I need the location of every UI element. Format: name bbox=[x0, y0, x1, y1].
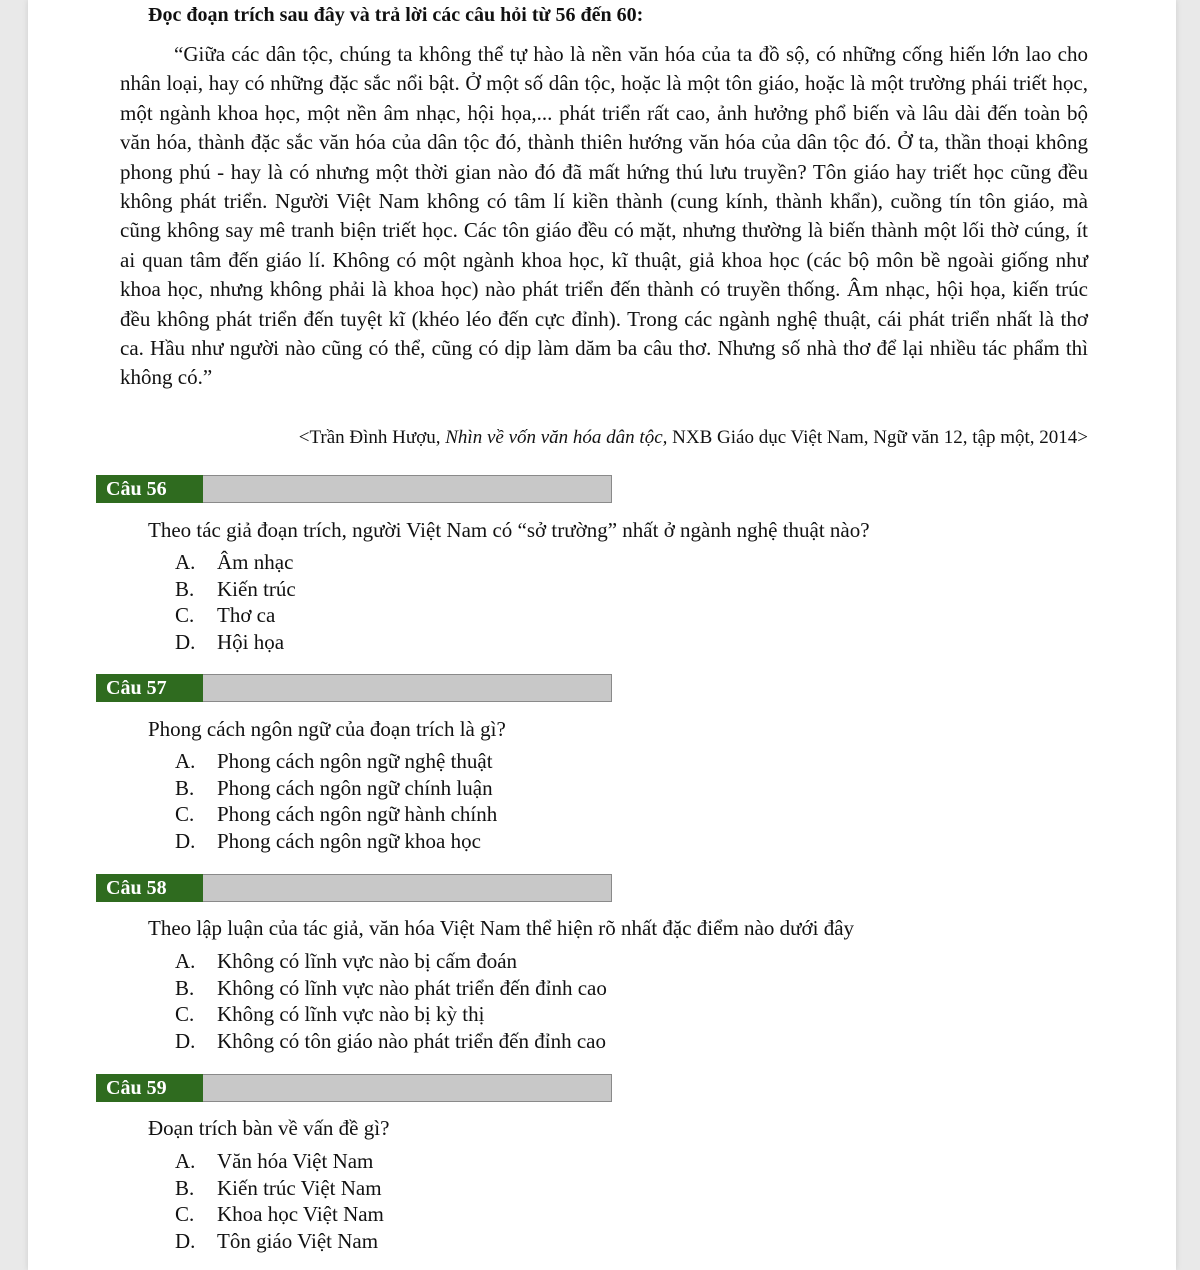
option-a[interactable]: A. Phong cách ngôn ngữ nghệ thuật bbox=[175, 749, 493, 773]
option-b[interactable]: B. Kiến trúc Việt Nam bbox=[175, 1175, 382, 1200]
passage-citation bbox=[299, 427, 1088, 449]
option-list-57 bbox=[175, 748, 497, 855]
question-text-56: Theo tác giả đoạn trích, người Việt Nam có “sở trường” nhất ở ngành nghệ thuật nào? bbox=[148, 518, 870, 542]
citation-book-title: Nhìn về vốn văn hóa dân tộc, bbox=[445, 427, 668, 448]
document-page bbox=[28, 0, 1176, 1270]
question-header-57 bbox=[96, 674, 612, 702]
option-a[interactable]: A. Văn hóa Việt Nam bbox=[175, 1149, 374, 1173]
option-list-56 bbox=[175, 549, 296, 656]
question-header-56 bbox=[96, 475, 612, 503]
citation-publisher: NXB Giáo dục Việt Nam, Ngữ văn 12, tập một, 2014> bbox=[667, 427, 1088, 448]
option-d[interactable]: D. Không có tôn giáo nào phát triển đến đỉnh cao bbox=[175, 1029, 606, 1054]
question-text-59: Đoạn trích bàn về vấn đề gì? bbox=[148, 1116, 390, 1140]
option-c[interactable]: C. Khoa học Việt Nam bbox=[175, 1202, 384, 1227]
question-header-59 bbox=[96, 1074, 612, 1102]
option-d[interactable]: D. Phong cách ngôn ngữ khoa học bbox=[175, 829, 481, 854]
question-text-57: Phong cách ngôn ngữ của đoạn trích là gì? bbox=[148, 717, 506, 741]
option-b[interactable]: B. Kiến trúc bbox=[175, 576, 296, 601]
question-label: Câu 56 bbox=[96, 475, 203, 503]
option-c[interactable]: C. Không có lĩnh vực nào bị kỳ thị bbox=[175, 1002, 485, 1027]
option-d[interactable]: D. Hội họa bbox=[175, 630, 285, 655]
option-list-59 bbox=[175, 1148, 384, 1255]
option-list-58 bbox=[175, 948, 607, 1055]
section-instruction: Đọc đoạn trích sau đây và trả lời các câu hỏi từ 56 đến 60: bbox=[148, 4, 644, 26]
question-header-58 bbox=[96, 874, 612, 902]
option-a[interactable]: A. Âm nhạc bbox=[175, 550, 294, 574]
option-c[interactable]: C. Phong cách ngôn ngữ hành chính bbox=[175, 802, 498, 827]
question-text-58: Theo lập luận của tác giả, văn hóa Việt Nam thể hiện rõ nhất đặc điểm nào dưới đây bbox=[148, 916, 855, 940]
reading-passage: “Giữa các dân tộc, chúng ta không thể tự hào là nền văn hóa của ta đồ sộ, có những cống hiến lớn lao cho nhân loại, hay có những đặc sắc nổi bật. Ở một số dân tộc, hoặc là một tôn giáo, hoặc là một trường phái triết học, một ngành khoa học, một nền âm nhạc, hội họa,... phát triển rất cao, ảnh hưởng phổ biến và lâu dài đến toàn bộ văn hóa, thành đặc sắc văn hóa của dân tộc đó, thành thiên hướng văn hóa của dân tộc đó. Ở ta, thần thoại không phong phú - hay là có nhưng một thời gian nào đó đã mất hứng thú lưu truyền? Tôn giáo hay triết học cũng đều không phát triển. Người Việt Nam không có tâm lí kiền thành (cung kính, thành khẩn), cuồng tín tôn giáo, mà cũng không say mê tranh biện triết học. Các tôn giáo đều có mặt, nhưng thường là biến thành một lối thờ cúng, ít ai quan tâm đến giáo lí. Không có một ngành khoa học, kĩ thuật, giả khoa học (các bộ môn bề ngoài giống như khoa học, nhưng không phải là khoa học) nào phát triển đến thành có truyền thống. Âm nhạc, hội họa, kiến trúc đều không phát triển đến tuyệt kĩ (khéo léo đến cực đỉnh). Trong các ngành nghệ thuật, cái phát triển nhất là thơ ca. Hầu như người nào cũng có thể, cũng có dịp làm dăm ba câu thơ. Nhưng số nhà thơ để lại nhiều tác phẩm thì không có.” bbox=[120, 42, 1088, 390]
question-label: Câu 58 bbox=[96, 874, 203, 902]
question-label: Câu 59 bbox=[96, 1074, 203, 1102]
option-d[interactable]: D. Tôn giáo Việt Nam bbox=[175, 1229, 379, 1254]
option-c[interactable]: C. Thơ ca bbox=[175, 603, 276, 628]
question-label: Câu 57 bbox=[96, 674, 203, 702]
citation-author: <Trần Đình Hượu, bbox=[298, 427, 446, 448]
option-b[interactable]: B. Phong cách ngôn ngữ chính luận bbox=[175, 775, 493, 800]
option-a[interactable]: A. Không có lĩnh vực nào bị cấm đoán bbox=[175, 949, 518, 973]
option-b[interactable]: B. Không có lĩnh vực nào phát triển đến đỉnh cao bbox=[175, 975, 607, 1000]
